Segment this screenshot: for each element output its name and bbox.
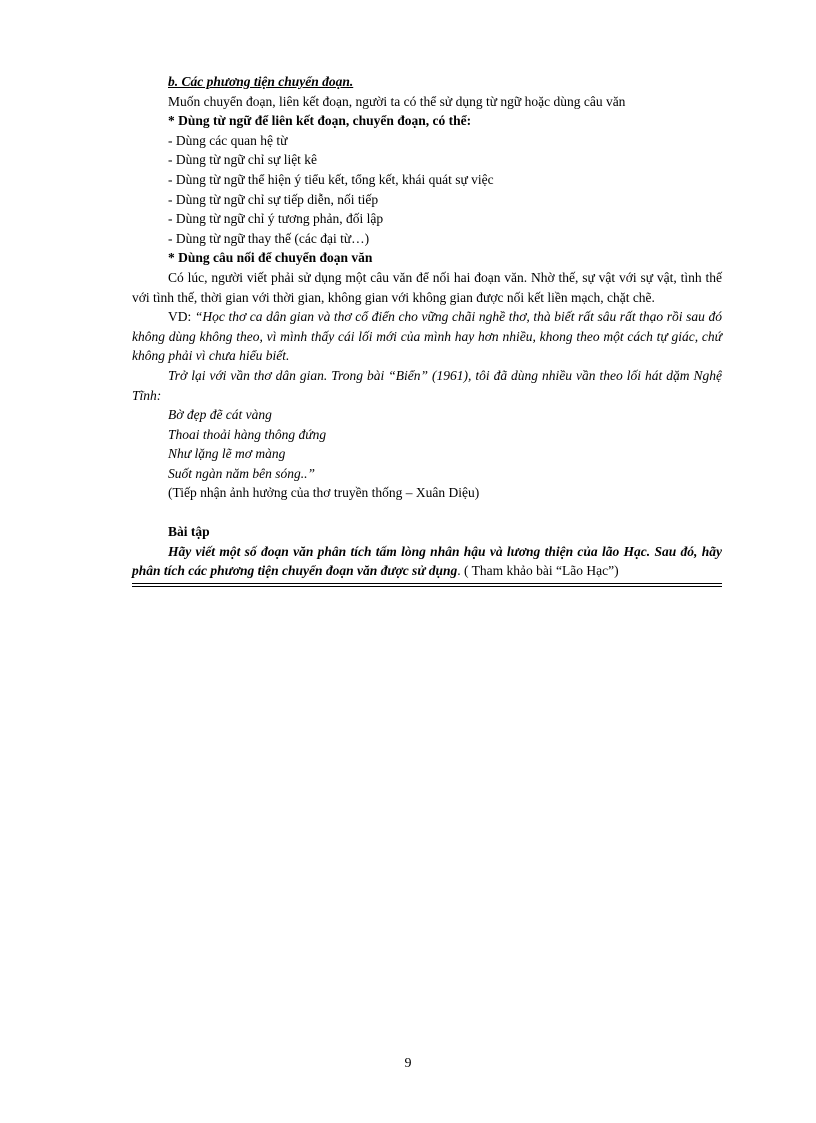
sentence-heading: * Dùng câu nối để chuyển đoạn văn	[168, 250, 373, 266]
poem-line: Thoai thoải hàng thông đứng	[168, 426, 327, 442]
example-quote: “Học thơ ca dân gian và thơ cổ điển cho vững chãi nghề thơ, thà biết rất sâu rất thạo rồi sau đó không dùng không theo, vì mình thấy cái lối mới của mình hay hơn nhiều, khong theo một cách tự giác, chứ không phải vì chưa hiểu biết.	[132, 309, 722, 364]
list-item: - Dùng từ ngữ thể hiện ý tiểu kết, tổng kết, khái quát sự việc	[168, 171, 494, 187]
return-paragraph: Trở lại với vần thơ dân gian. Trong bài “Biển” (1961), tôi đã dùng nhiều vần theo lối hát dặm Nghệ Tĩnh:	[132, 367, 722, 403]
exercise-paragraph	[132, 542, 722, 581]
citation: (Tiếp nhận ảnh hưởng của thơ truyền thống – Xuân Diệu)	[168, 485, 480, 501]
list-item: - Dùng từ ngữ thay thế (các đại từ…)	[168, 230, 370, 246]
example-paragraph	[132, 307, 722, 366]
list-item: - Dùng các quan hệ từ	[168, 132, 288, 148]
page-content	[132, 72, 722, 587]
section-heading: b. Các phương tiện chuyển đoạn.	[168, 74, 354, 89]
sentence-paragraph: Có lúc, người viết phải sử dụng một câu văn để nối hai đoạn văn. Nhờ thế, sự vật với sự vật, tình thế với tình thế, thời gian với thời gian, không gian với không gian được nối kết liền mạch, chặt chẽ.	[132, 269, 722, 305]
exercise-task: Hãy viết một số đoạn văn phân tích tấm lòng nhân hậu và lương thiện của lão Hạc. Sau đó, hãy phân tích các phương tiện chuyển đoạn văn được sử dụng	[132, 543, 722, 579]
page-number: 9	[404, 1056, 412, 1071]
poem-line: Như lặng lẽ mơ màng	[168, 446, 286, 462]
exercise-reference: . ( Tham khảo bài “Lão Hạc”)	[457, 563, 619, 579]
exercise-heading: Bài tập	[168, 524, 210, 540]
bottom-rule	[132, 583, 722, 587]
blank-line	[132, 503, 722, 522]
poem-line: Bờ đẹp đẽ cát vàng	[168, 407, 272, 423]
intro-paragraph: Muốn chuyển đoạn, liên kết đoạn, người ta có thể sử dụng từ ngữ hoặc dùng câu văn	[168, 93, 626, 109]
example-label: VD:	[168, 309, 195, 325]
words-heading: * Dùng từ ngữ để liên kết đoạn, chuyển đoạn, có thể:	[168, 113, 472, 129]
list-item: - Dùng từ ngữ chỉ sự liệt kê	[168, 152, 318, 168]
list-item: - Dùng từ ngữ chỉ sự tiếp diễn, nối tiếp	[168, 191, 379, 207]
poem	[132, 405, 722, 483]
word-list	[132, 131, 722, 249]
poem-line: Suốt ngàn năm bên sóng..”	[168, 465, 316, 481]
list-item: - Dùng từ ngữ chỉ ý tương phản, đối lập	[168, 211, 384, 227]
